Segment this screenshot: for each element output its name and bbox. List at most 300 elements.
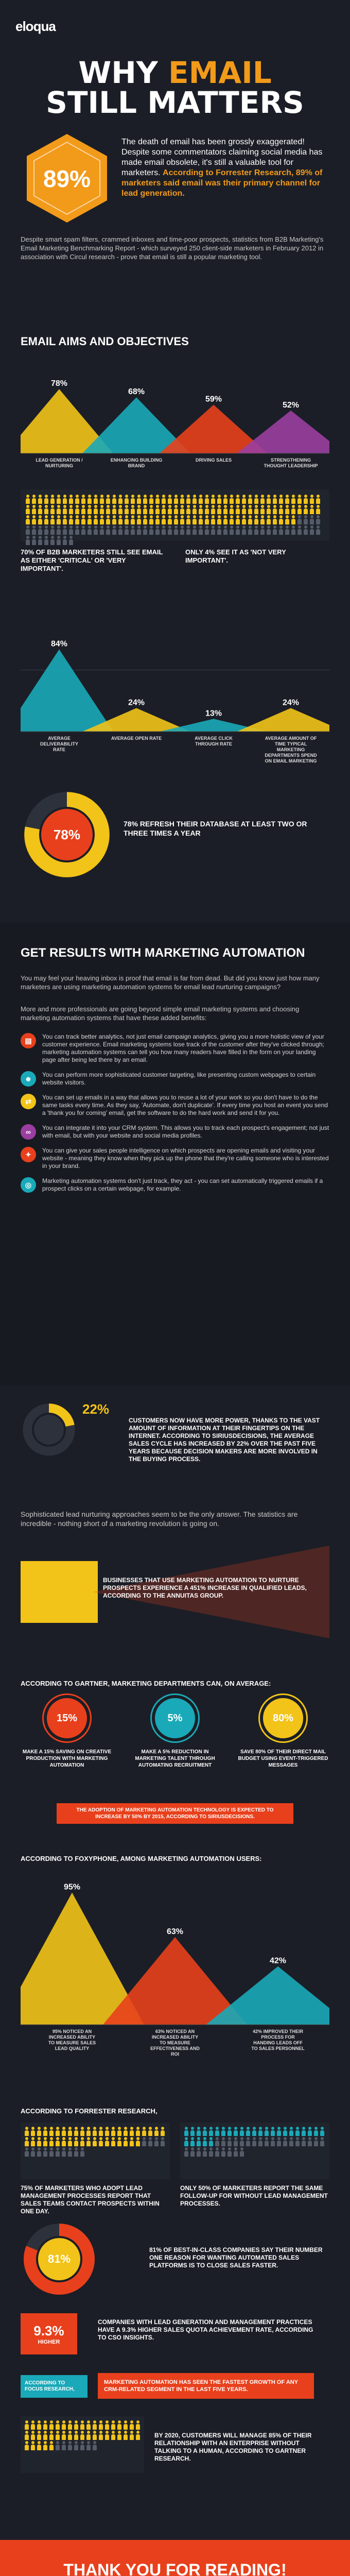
gartner-stat-2	[237, 1695, 329, 1769]
logo[interactable]: eloqua	[15, 19, 56, 34]
person-icon	[68, 2127, 72, 2136]
person-icon	[316, 515, 320, 524]
person-icon	[81, 505, 85, 514]
person-icon	[136, 2420, 140, 2430]
person-icon	[99, 2431, 103, 2440]
person-icon	[180, 505, 184, 514]
person-icon	[86, 2137, 91, 2146]
person-icon	[223, 505, 227, 514]
person-icon	[295, 2137, 300, 2146]
person-icon	[209, 2137, 213, 2146]
person-icon	[285, 505, 289, 514]
users-label-2: PROCESS FOR	[261, 2035, 295, 2040]
rates-label-0: DELIVERABILITY	[40, 741, 79, 747]
person-icon	[254, 505, 258, 514]
person-icon	[143, 495, 147, 504]
person-icon	[217, 526, 221, 535]
person-icon	[148, 2127, 152, 2136]
power-text: CUSTOMERS NOW HAVE MORE POWER, THANKS TO THE VAST AMOUNT OF INFORMATION AT THEIR FINGERTIPS ON THE INTERNET. ACCORDING TO SIRIUSDECISIONS, THE AVERAGE SALES CYCLE HAS INCREASED BY 22% OVER THE PAST FIVE YEARS BECAUSE DECISION MAKERS ARE MORE INVOLVED IN THE BUYING PROCESS.	[129, 1417, 320, 1463]
users-label-0: TO MEASURE SALES	[48, 2040, 96, 2045]
person-icon	[50, 495, 55, 504]
person-icon	[80, 2431, 84, 2440]
gartner-stat-1	[129, 1695, 221, 1769]
person-icon	[106, 495, 110, 504]
rates-triangle-0	[21, 649, 113, 732]
person-icon	[215, 2137, 219, 2146]
automation-p2: More and more professionals are going beyond simple email marketing systems and choosing marketing automation systems that have these added benefits:	[21, 1005, 300, 1022]
person-icon	[63, 505, 67, 514]
people-grid	[21, 489, 329, 541]
person-icon	[227, 2137, 232, 2146]
power-paragraph: Sophisticated lead nurturing approaches seem to be the only answer. The statistics are incredible - nothing short of a marketing revolution is going on.	[21, 1510, 298, 1528]
person-icon	[25, 2420, 29, 2430]
aims-label-0: LEAD GENERATION /	[36, 457, 83, 463]
rates-label-0: RATE	[53, 747, 65, 752]
person-icon	[149, 515, 153, 524]
person-icon	[94, 515, 98, 524]
person-icon	[137, 495, 141, 504]
person-icon	[81, 526, 85, 535]
forrester-bars	[21, 2123, 329, 2179]
person-icon	[199, 515, 203, 524]
person-icon	[154, 2127, 159, 2136]
person-icon	[38, 495, 42, 504]
person-icon	[130, 2420, 134, 2430]
person-icon	[56, 2147, 60, 2157]
person-icon	[57, 515, 61, 524]
person-icon	[74, 2420, 78, 2430]
power-section	[0, 1386, 350, 1674]
person-icon	[124, 2137, 128, 2146]
person-icon	[240, 2147, 244, 2157]
talk-to-human-grid	[21, 2416, 144, 2473]
person-icon	[174, 495, 178, 504]
person-icon	[271, 2137, 275, 2146]
person-icon	[230, 526, 234, 535]
person-icon	[43, 2431, 47, 2440]
person-icon	[44, 505, 48, 514]
gartner-heading: ACCORDING TO GARTNER, MARKETING DEPARTMENTS CAN, ON AVERAGE:	[21, 1680, 271, 1687]
person-icon	[297, 495, 302, 504]
person-icon	[56, 2127, 60, 2136]
person-icon	[112, 526, 116, 535]
person-icon	[304, 515, 308, 524]
person-icon	[289, 2137, 293, 2146]
gartner-banner: THE ADOPTION OF MARKETING AUTOMATION TECHNOLOGY IS EXPECTED TO INCREASE BY 50% BY 2015, ACCORDING TO SIRIUSDECISIONS.	[57, 1803, 293, 1824]
person-icon	[57, 526, 61, 535]
person-icon	[62, 2441, 66, 2450]
rates-pct-1: 24%	[128, 698, 145, 707]
person-icon	[68, 2137, 72, 2146]
person-icon	[310, 526, 314, 535]
person-icon	[277, 2137, 281, 2146]
person-icon	[240, 2137, 244, 2146]
person-icon	[125, 495, 129, 504]
users-heading: ACCORDING TO FOXYPHONE, AMONG MARKETING AUTOMATION USERS:	[21, 1855, 262, 1862]
person-icon	[190, 2127, 195, 2136]
person-icon	[49, 2127, 54, 2136]
person-icon	[267, 495, 271, 504]
person-icon	[310, 505, 314, 514]
person-icon	[87, 505, 92, 514]
person-icon	[49, 2431, 54, 2440]
person-icon	[31, 2127, 35, 2136]
person-icon	[273, 505, 277, 514]
rates-chart	[21, 618, 329, 768]
person-icon	[199, 526, 203, 535]
benefit-item	[21, 1177, 329, 1193]
person-icon	[242, 515, 246, 524]
person-icon	[130, 2431, 134, 2440]
aims-pct-2: 59%	[205, 395, 222, 404]
person-icon	[205, 495, 209, 504]
person-icon	[32, 495, 36, 504]
person-icon	[137, 505, 141, 514]
person-icon	[271, 2127, 275, 2136]
person-icon	[87, 515, 92, 524]
person-icon	[236, 505, 240, 514]
aims-label-1: ENHANCING BUILDING	[110, 457, 163, 463]
rates-label-2: THROUGH RATE	[195, 741, 232, 747]
person-icon	[279, 495, 283, 504]
person-icon	[291, 526, 295, 535]
person-icon	[50, 526, 55, 535]
person-icon	[37, 2441, 41, 2450]
benefit-text: You can set up emails in a way that allows you to reuse a lot of your work so you don't have to do the same tasks every time. As they say, 'Automate, don't duplicate'. If every time you host an event you send a 'thank you for coming' email, get the software to do the hard work and send it for you.	[42, 1094, 328, 1116]
person-icon	[304, 526, 308, 535]
person-icon	[43, 2137, 47, 2146]
person-icon	[68, 2420, 72, 2430]
users-chart	[21, 1870, 329, 2076]
person-icon	[69, 536, 73, 545]
person-icon	[316, 526, 320, 535]
person-icon	[230, 495, 234, 504]
person-icon	[118, 505, 122, 514]
person-icon	[100, 505, 104, 514]
person-icon	[80, 2420, 84, 2430]
person-icon	[111, 2420, 115, 2430]
person-icon	[143, 526, 147, 535]
person-icon	[174, 505, 178, 514]
person-icon	[56, 2137, 60, 2146]
person-icon	[81, 495, 85, 504]
person-icon	[68, 2147, 72, 2157]
person-icon	[260, 505, 265, 514]
person-icon	[186, 526, 190, 535]
person-icon: ☻	[21, 1071, 36, 1087]
donut-center	[34, 1415, 64, 1445]
person-icon	[32, 505, 36, 514]
person-icon	[56, 2441, 60, 2450]
person-icon	[154, 2137, 159, 2146]
person-icon	[100, 526, 104, 535]
automation-bullets	[21, 1033, 329, 1200]
person-icon	[161, 2137, 165, 2146]
person-icon	[69, 526, 73, 535]
person-icon	[302, 2127, 306, 2136]
gartner-label: MAKE A 5% REDUCTION IN MARKETING TALENT THROUGH AUTOMATING RECRUITMENT	[135, 1749, 215, 1768]
person-icon	[248, 505, 252, 514]
person-icon	[43, 2441, 47, 2450]
gartner-stats	[21, 1695, 329, 1769]
person-icon	[279, 515, 283, 524]
person-icon	[161, 2127, 165, 2136]
rates-triangle-3	[237, 708, 329, 732]
person-icon	[111, 2127, 115, 2136]
users-label-2: HANDING LEADS OFF	[253, 2040, 303, 2045]
flow-icon: ⇄	[21, 1094, 36, 1109]
person-icon	[26, 495, 30, 504]
gartner-stat-0	[21, 1695, 113, 1769]
person-icon	[86, 2441, 91, 2450]
person-icon	[236, 515, 240, 524]
person-icon	[265, 2127, 269, 2136]
person-icon	[304, 495, 308, 504]
person-icon	[74, 2431, 78, 2440]
person-icon	[74, 2147, 78, 2157]
person-icon	[302, 2137, 306, 2146]
person-icon	[192, 505, 197, 514]
person-icon	[203, 2137, 207, 2146]
person-icon	[69, 505, 73, 514]
person-icon	[131, 495, 135, 504]
person-icon	[69, 495, 73, 504]
person-icon	[260, 495, 265, 504]
person-icon	[162, 526, 166, 535]
person-icon	[137, 526, 141, 535]
person-icon	[32, 526, 36, 535]
person-icon	[142, 2127, 146, 2136]
person-icon	[168, 515, 172, 524]
footer	[0, 2540, 350, 2576]
users-label-2: TO SALES PERSONNEL	[251, 2046, 305, 2051]
person-icon	[99, 2137, 103, 2146]
person-icon	[80, 2441, 84, 2450]
person-icon	[180, 515, 184, 524]
person-icon	[111, 2137, 115, 2146]
person-icon	[205, 515, 209, 524]
benefit-item	[21, 1124, 329, 1140]
person-icon	[234, 2137, 238, 2146]
person-icon	[248, 526, 252, 535]
person-icon	[68, 2441, 72, 2450]
person-icon	[184, 2127, 188, 2136]
person-icon	[242, 495, 246, 504]
power-box: BUSINESSES THAT USE MARKETING AUTOMATION TO NURTURE PROSPECTS EXPERIENCE A 451% INCREASE IN QUALIFIED LEADS, ACCORDING TO THE ANNUITAS GROUP.	[21, 1546, 329, 1638]
person-icon	[190, 2147, 195, 2157]
person-icon	[136, 2431, 140, 2440]
link-icon: ∞	[21, 1124, 36, 1140]
person-icon	[149, 495, 153, 504]
person-icon	[197, 2127, 201, 2136]
rates-label-3: TIME TYPICAL	[274, 741, 307, 747]
users-pct-1: 63%	[166, 1927, 184, 1936]
person-icon	[38, 515, 42, 524]
person-icon	[100, 515, 104, 524]
chart-icon: ▤	[21, 1033, 36, 1048]
aims-pct-3: 52%	[282, 400, 300, 410]
benefit-text: You can give your sales people intelligence on which prospects are opening emails and visiting your website - meaning they know when they pick up the phone that they're calling someone who is interested in your brand.	[42, 1147, 329, 1170]
target-icon: ◎	[21, 1177, 36, 1193]
intro-text: The death of email has been grossly exaggerated! Despite some commentators claiming social media has made email obsolete, it's still a valuable tool for marketers. According to Forrester Research, 89% of marketers said email was their primary channel for lead generation.	[121, 138, 323, 198]
person-icon	[117, 2137, 121, 2146]
person-icon	[291, 515, 295, 524]
users-label-0: 95% NOTICED AN	[52, 2029, 92, 2034]
person-icon	[291, 505, 295, 514]
person-icon	[258, 2137, 262, 2146]
rates-label-3: AVERAGE AMOUNT OF	[265, 736, 317, 741]
person-icon	[100, 495, 104, 504]
person-icon	[93, 2431, 97, 2440]
rates-label-3: DEPARTMENTS SPEND	[265, 753, 317, 758]
person-icon	[44, 526, 48, 535]
person-icon	[86, 2420, 91, 2430]
users-triangle-2	[206, 1967, 329, 2025]
power-donut	[21, 1401, 77, 1458]
person-icon	[80, 2137, 84, 2146]
person-icon	[136, 2127, 140, 2136]
person-icon	[273, 515, 277, 524]
power-pct: 22%	[82, 1401, 110, 1417]
person-icon	[205, 526, 209, 535]
person-icon	[197, 2137, 201, 2146]
person-icon	[62, 2147, 66, 2157]
users-pct-0: 95%	[63, 1883, 81, 1892]
person-icon	[199, 505, 203, 514]
person-icon	[217, 515, 221, 524]
person-icon	[56, 2420, 60, 2430]
person-icon	[112, 505, 116, 514]
aims-pct-1: 68%	[128, 387, 145, 397]
person-icon	[320, 2137, 324, 2146]
users-pct-2: 42%	[269, 1956, 287, 1965]
person-icon	[105, 2137, 109, 2146]
person-icon	[273, 495, 277, 504]
person-icon	[180, 526, 184, 535]
person-icon	[285, 495, 289, 504]
intro-hexagon-stat: 89%	[21, 132, 113, 225]
person-icon	[279, 526, 283, 535]
benefit-text: You can perform more sophisticated customer targeting, like presenting custom webpages to certain website visitors.	[42, 1071, 316, 1086]
person-icon	[131, 526, 135, 535]
gartner-label: MAKE A 15% SAVING ON CREATIVE PRODUCTION WITH MARKETING AUTOMATION	[22, 1749, 112, 1768]
person-icon	[74, 2137, 78, 2146]
main-title: WHY EMAIL STILL MATTERS	[46, 55, 304, 120]
aims-label-2: DRIVING SALES	[195, 457, 232, 463]
person-icon	[49, 2147, 54, 2157]
person-icon	[314, 2127, 318, 2136]
person-icon	[211, 495, 215, 504]
person-icon	[267, 526, 271, 535]
person-icon	[155, 505, 160, 514]
person-icon	[162, 505, 166, 514]
person-icon	[215, 2147, 219, 2157]
rates-label-0: AVERAGE	[48, 736, 71, 741]
users-label-1: ROI	[170, 2052, 180, 2057]
person-icon	[211, 515, 215, 524]
person-icon	[75, 526, 79, 535]
person-icon	[223, 495, 227, 504]
person-icon	[246, 2137, 250, 2146]
benefit-text: You can integrate it into your CRM system. This allows you to track each prospect's engagement; not just with email, but with your website and social media profiles.	[42, 1124, 329, 1139]
person-icon	[38, 536, 42, 545]
person-icon	[289, 2127, 293, 2136]
person-icon	[320, 2127, 324, 2136]
person-icon	[260, 515, 265, 524]
forrester-section	[0, 2107, 350, 2499]
person-icon	[155, 526, 160, 535]
person-icon	[174, 526, 178, 535]
person-icon	[26, 536, 30, 545]
gartner-label: SAVE 80% OF THEIR DIRECT MAIL BUDGET USING EVENT-TRIGGERED MESSAGES	[238, 1749, 328, 1768]
person-icon	[252, 2137, 256, 2146]
person-icon	[254, 495, 258, 504]
aims-chart	[21, 355, 329, 479]
person-icon	[149, 505, 153, 514]
person-icon	[43, 2147, 47, 2157]
person-icon	[184, 2147, 188, 2157]
person-icon	[267, 515, 271, 524]
person-icon	[236, 495, 240, 504]
aims-pct-0: 78%	[50, 379, 68, 388]
person-icon	[252, 2127, 256, 2136]
users-label-1: TO MEASURE	[160, 2040, 190, 2045]
person-icon	[25, 2441, 29, 2450]
person-icon	[62, 2431, 66, 2440]
donut-caption: 78% REFRESH THEIR DATABASE AT LEAST TWO OR THREE TIMES A YEAR	[124, 820, 307, 837]
person-icon	[93, 2420, 97, 2430]
person-icon	[136, 2137, 140, 2146]
person-icon	[308, 2127, 312, 2136]
person-icon	[197, 2147, 201, 2157]
gartner-section	[0, 1680, 350, 1850]
person-icon	[221, 2137, 225, 2146]
intro-section	[0, 122, 350, 271]
person-icon	[186, 515, 190, 524]
person-icon	[186, 495, 190, 504]
person-icon	[184, 2137, 188, 2146]
person-icon	[211, 526, 215, 535]
person-icon	[37, 2431, 41, 2440]
person-icon	[87, 526, 92, 535]
person-icon	[49, 2441, 54, 2450]
person-icon	[87, 495, 92, 504]
person-icon	[37, 2127, 41, 2136]
person-icon	[227, 2147, 232, 2157]
person-icon	[162, 495, 166, 504]
person-icon	[260, 526, 265, 535]
benefit-item	[21, 1094, 329, 1117]
person-icon	[106, 505, 110, 514]
gartner-circle: 80%	[260, 1695, 306, 1741]
person-icon	[32, 536, 36, 545]
rates-section	[0, 618, 350, 912]
person-icon	[308, 2137, 312, 2146]
person-icon	[93, 2137, 97, 2146]
person-icon	[25, 2431, 29, 2440]
people-caption-left: 70% OF B2B MARKETERS STILL SEE EMAIL AS EITHER 'CRITICAL' OR 'VERY IMPORTANT'.	[21, 548, 163, 572]
person-icon	[234, 2147, 238, 2157]
person-icon	[203, 2127, 207, 2136]
close-sales-donut: 81%	[21, 2221, 98, 2298]
person-icon	[246, 2127, 250, 2136]
person-icon	[99, 2420, 103, 2430]
person-icon	[80, 2147, 84, 2157]
person-icon	[131, 505, 135, 514]
forrester-left-box	[21, 2123, 170, 2179]
person-icon	[137, 515, 141, 524]
person-icon	[94, 505, 98, 514]
